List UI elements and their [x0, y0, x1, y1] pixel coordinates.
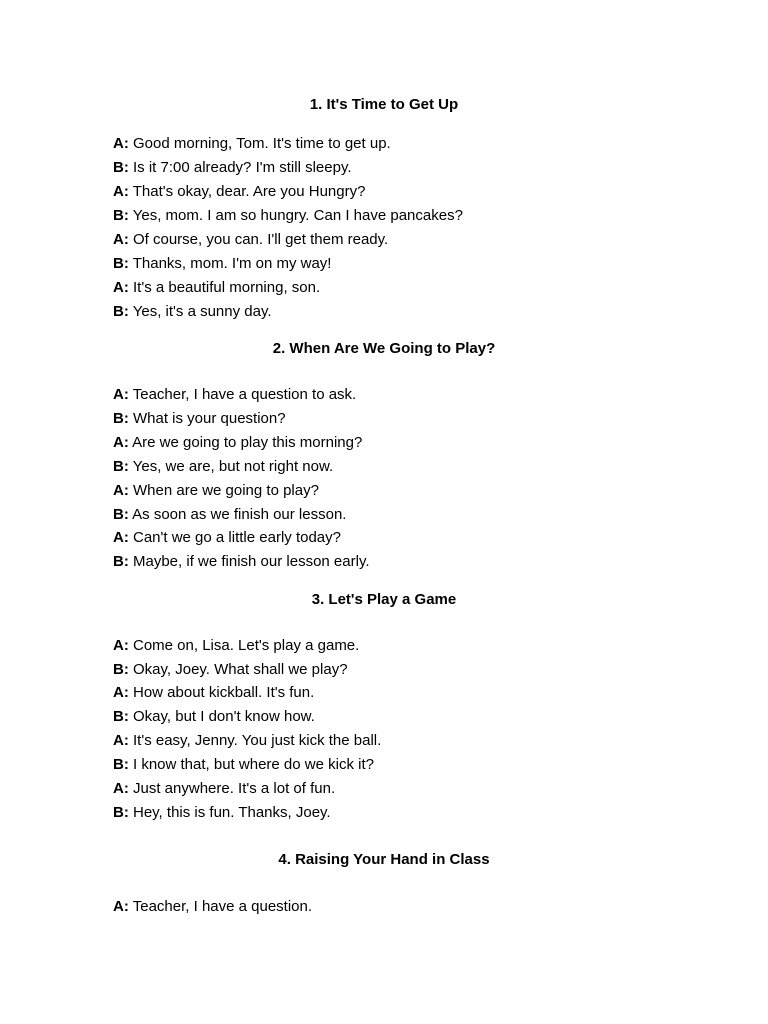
speaker-label: A:: [113, 279, 129, 296]
speaker-label: A:: [113, 780, 129, 797]
dialogue-line: [113, 182, 365, 202]
speaker-label: A:: [113, 434, 129, 451]
dialogue-line: [113, 457, 333, 477]
dialogue-line: [113, 897, 312, 917]
dialogue-line: [113, 409, 286, 429]
speaker-label: B:: [113, 506, 129, 523]
dialogue-line: [113, 528, 341, 548]
line-text: Hey, this is fun. Thanks, Joey.: [133, 804, 331, 821]
dialogue-line: [113, 433, 362, 453]
speaker-label: B:: [113, 303, 129, 320]
dialogue-line: [113, 683, 314, 703]
dialogue-line: [113, 230, 388, 250]
dialogue-line: [113, 134, 391, 154]
line-text: Just anywhere. It's a lot of fun.: [133, 780, 336, 797]
dialogue-line: [113, 552, 370, 572]
line-text: What is your question?: [133, 410, 286, 427]
line-text: That's okay, dear. Are you Hungry?: [132, 183, 366, 200]
line-text: Are we going to play this morning?: [132, 434, 363, 451]
dialogue-line: [113, 481, 319, 501]
speaker-label: B:: [113, 159, 129, 176]
dialogue-line: [113, 385, 356, 405]
dialogue-line: [113, 505, 346, 525]
speaker-label: A:: [113, 898, 129, 915]
line-text: Good morning, Tom. It's time to get up.: [133, 135, 391, 152]
speaker-label: A:: [113, 231, 129, 248]
line-text: Maybe, if we finish our lesson early.: [133, 553, 370, 570]
speaker-label: A:: [113, 386, 129, 403]
speaker-label: A:: [113, 637, 129, 654]
section-3-title: 3. Let's Play a Game: [311, 591, 457, 608]
section-2-title: 2. When Are We Going to Play?: [272, 340, 496, 357]
speaker-label: B:: [113, 553, 129, 570]
speaker-label: A:: [113, 482, 129, 499]
dialogue-line: [113, 755, 374, 775]
line-text: Teacher, I have a question.: [132, 898, 313, 915]
line-text: Okay, but I don't know how.: [133, 708, 315, 725]
speaker-label: B:: [113, 756, 129, 773]
speaker-label: A:: [113, 135, 129, 152]
dialogue-line: [113, 254, 331, 274]
line-text: Is it 7:00 already? I'm still sleepy.: [133, 159, 352, 176]
section-1-title: 1. It's Time to Get Up: [309, 96, 459, 113]
speaker-label: A:: [113, 732, 129, 749]
speaker-label: B:: [113, 255, 129, 272]
line-text: Of course, you can. I'll get them ready.: [133, 231, 389, 248]
dialogue-line: [113, 803, 331, 823]
line-text: Thanks, mom. I'm on my way!: [132, 255, 332, 272]
line-text: It's a beautiful morning, son.: [133, 279, 321, 296]
speaker-label: B:: [113, 458, 129, 475]
dialogue-line: [113, 158, 352, 178]
speaker-label: B:: [113, 661, 129, 678]
speaker-label: A:: [113, 529, 129, 546]
speaker-label: B:: [113, 410, 129, 427]
speaker-label: B:: [113, 804, 129, 821]
dialogue-line: [113, 731, 381, 751]
dialogue-line: [113, 636, 359, 656]
dialogue-line: [113, 779, 335, 799]
line-text: As soon as we finish our lesson.: [132, 506, 347, 523]
line-text: Yes, it's a sunny day.: [132, 303, 272, 320]
speaker-label: B:: [113, 207, 129, 224]
line-text: Yes, we are, but not right now.: [132, 458, 334, 475]
dialogue-line: [113, 707, 315, 727]
dialogue-line: [113, 206, 463, 226]
speaker-label: B:: [113, 708, 129, 725]
line-text: Teacher, I have a question to ask.: [132, 386, 357, 403]
section-4-title: 4. Raising Your Hand in Class: [278, 851, 490, 868]
line-text: When are we going to play?: [133, 482, 319, 499]
line-text: Yes, mom. I am so hungry. Can I have pancakes?: [132, 207, 463, 224]
dialogue-line: [113, 302, 272, 322]
line-text: Come on, Lisa. Let's play a game.: [133, 637, 360, 654]
speaker-label: A:: [113, 684, 129, 701]
line-text: How about kickball. It's fun.: [133, 684, 315, 701]
line-text: Okay, Joey. What shall we play?: [133, 661, 348, 678]
dialogue-line: [113, 278, 320, 298]
line-text: It's easy, Jenny. You just kick the ball.: [133, 732, 382, 749]
line-text: I know that, but where do we kick it?: [133, 756, 374, 773]
line-text: Can't we go a little early today?: [133, 529, 341, 546]
speaker-label: A:: [113, 183, 129, 200]
dialogue-line: [113, 660, 348, 680]
